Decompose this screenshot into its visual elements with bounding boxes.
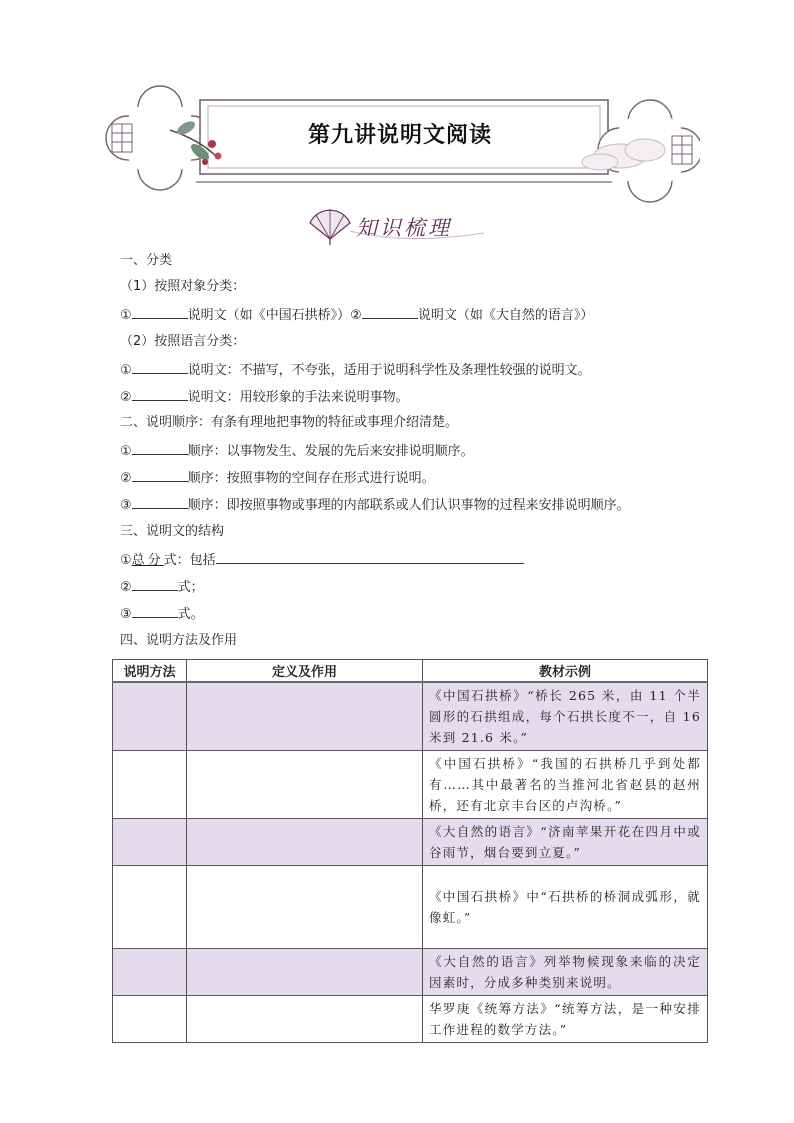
methods-table [112,659,708,1043]
definition-cell[interactable] [187,996,423,1043]
definition-cell[interactable] [187,819,423,866]
fill-line-order-2: ② 顺序：按照事物的空间存在形式进行说明。 [120,468,435,488]
answer-blank[interactable] [132,441,188,455]
table-row [113,751,708,819]
section-heading-methods: 四、说明方法及作用 [120,633,238,648]
fill-line-order-3: ③ 顺序：即按照事物或事理的内部联系或人们认识事物的过程来安排说明顺序。 [120,495,630,515]
fill-line-structure-3: ③ 式。 [120,604,204,624]
fill-line-structure-1: ①总分式：包括 [120,550,524,570]
answer-blank[interactable] [132,604,178,618]
fill-line-order-1: ① 顺序：以事物发生、发展的先后来安排说明顺序。 [120,441,474,461]
fill-line-language-1: ① 说明文：不描写，不夸张，适用于说明科学性及条理性较强的说明文。 [120,360,591,380]
definition-cell[interactable] [187,949,423,996]
method-cell[interactable] [113,996,187,1043]
answer-blank[interactable] [132,577,178,591]
definition-cell[interactable] [187,751,423,819]
answer-blank[interactable] [132,360,188,374]
fill-line-structure-2: ② 式； [120,577,204,597]
fill-line-language-2: ② 说明文：用较形象的手法来说明事物。 [120,387,409,407]
subsection-by-language: （2）按照语言分类： [120,334,246,349]
example-cell: 《中国石拱桥》“桥长 265 米，由 11 个半圆形的石拱组成，每个石拱长度不一，自 16 米到 21.6 米。” [423,682,708,751]
section-banner-label: 知识梳理 [356,216,452,240]
table-header: 定义及作用 [187,660,423,683]
page-title: 第九讲说明文阅读 [307,122,492,148]
answer-blank[interactable] [132,387,188,401]
definition-cell[interactable] [187,682,423,751]
example-cell: 华罗庚《统筹方法》“统筹方法，是一种安排工作进程的数学方法。” [423,996,708,1043]
fan-icon [310,209,350,245]
answer-blank[interactable] [362,305,418,319]
method-cell[interactable] [113,682,187,751]
section-heading-structure: 三、说明文的结构 [120,524,225,539]
example-cell: 《大自然的语言》列举物候现象来临的决定因素时，分成多种类别来说明。 [423,949,708,996]
table-row [113,996,708,1043]
table-row [113,819,708,866]
subsection-by-object: （1）按照对象分类： [120,279,246,294]
answer-blank[interactable] [132,305,188,319]
table-row [113,682,708,751]
example-cell: 《大自然的语言》“济南苹果开花在四月中或谷雨节，烟台要到立夏。” [423,819,708,866]
method-cell[interactable] [113,819,187,866]
example-cell: 《中国石拱桥》中“石拱桥的桥洞成弧形，就像虹。” [423,866,708,949]
method-cell[interactable] [113,751,187,819]
answer-blank[interactable] [216,550,524,564]
definition-cell[interactable] [187,866,423,949]
section-heading-classification: 一、分类 [120,253,173,268]
example-cell: 《中国石拱桥》“我国的石拱桥几乎到处都有……其中最著名的当推河北省赵县的赵州桥，还有北京丰台区的卢沟桥。” [423,751,708,819]
fill-line-object: ① 说明文（如《中国石拱桥》）② 说明文（如《大自然的语言》） [120,305,593,325]
table-row [113,949,708,996]
table-row [113,866,708,949]
table-header: 说明方法 [113,660,187,683]
section-heading-order: 二、说明顺序：有条有理地把事物的特征或事理介绍清楚。 [120,415,459,430]
method-cell[interactable] [113,866,187,949]
table-header: 教材示例 [423,660,708,683]
method-cell[interactable] [113,949,187,996]
answer-blank[interactable] [132,468,188,482]
answer-blank[interactable] [132,495,188,509]
